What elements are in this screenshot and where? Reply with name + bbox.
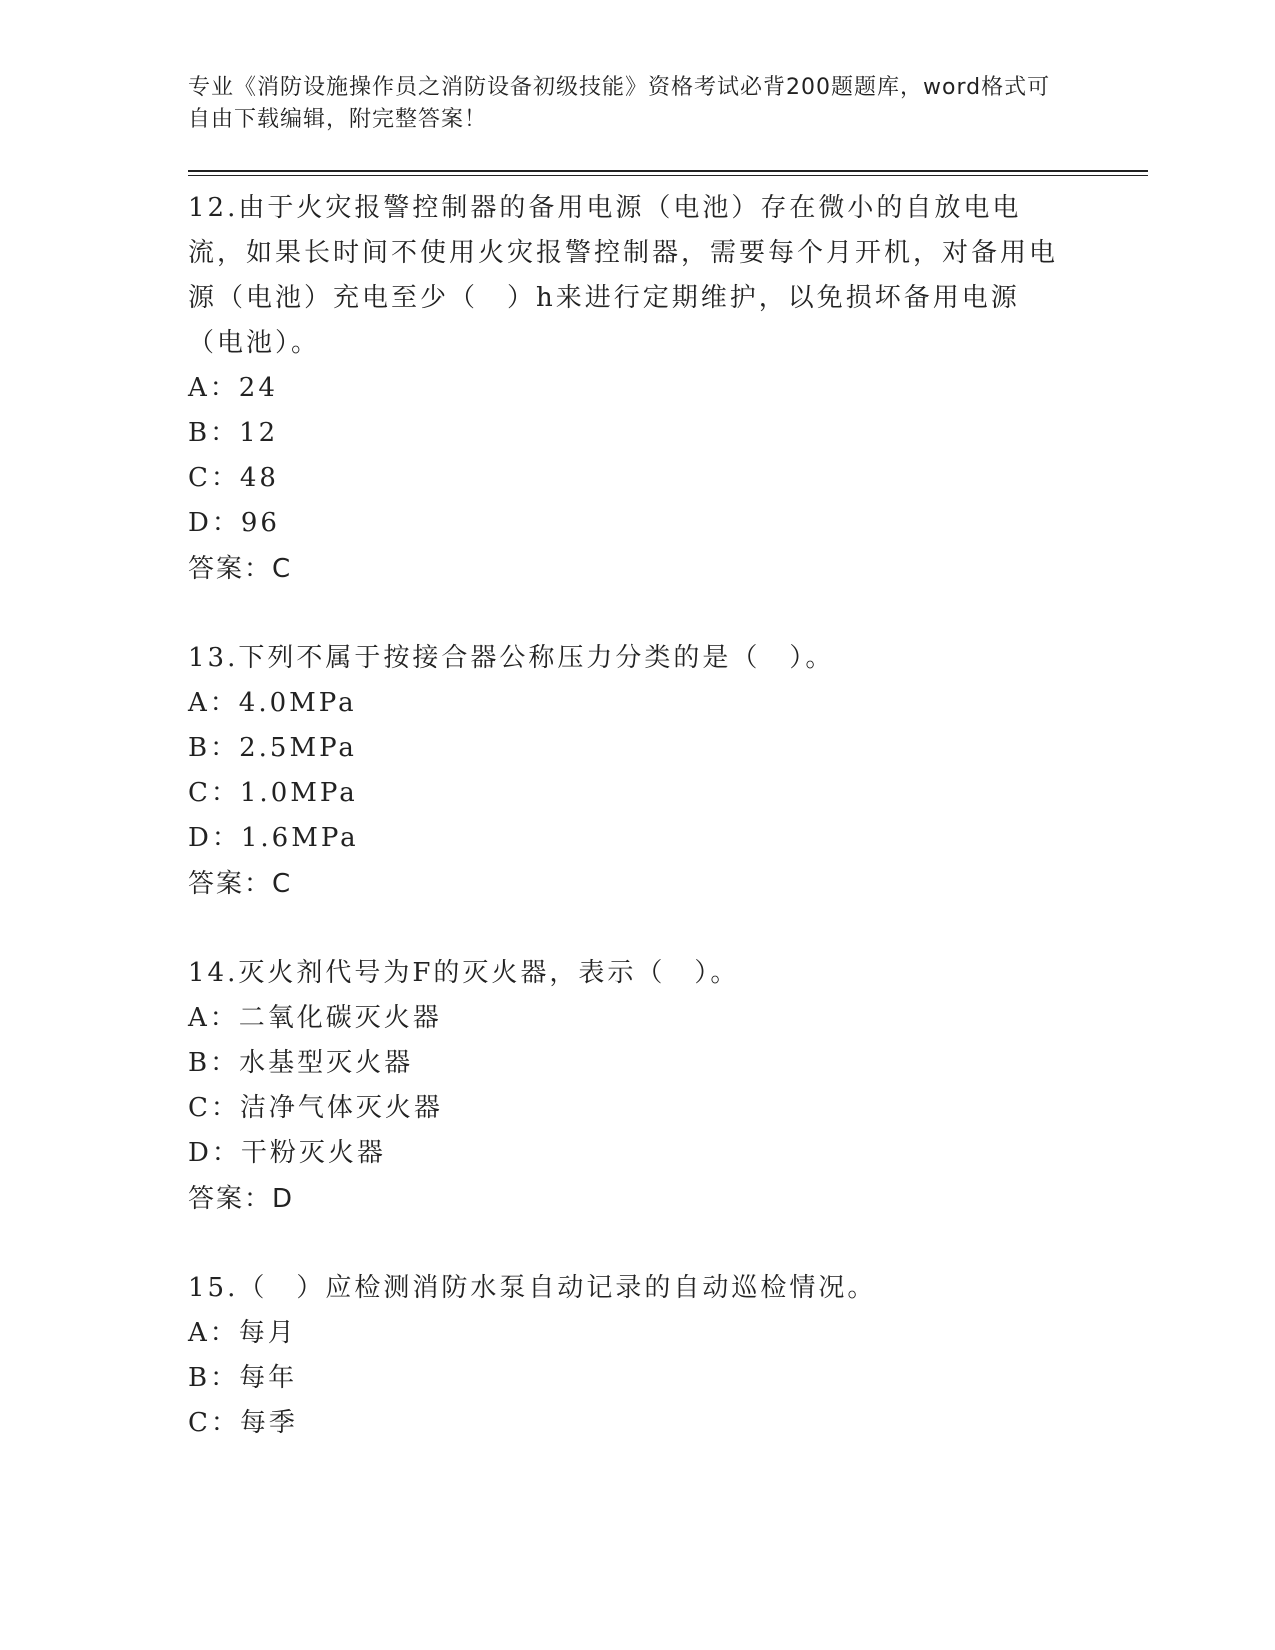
option-d: D：干粉灭火器 xyxy=(188,1138,386,1168)
header-divider xyxy=(188,170,1148,176)
option-b: B：每年 xyxy=(188,1363,298,1393)
document-page xyxy=(188,72,1148,1446)
question-spacer xyxy=(188,1222,1148,1266)
option-b: B：12 xyxy=(188,418,279,448)
question-stem: 12.由于火灾报警控制器的备用电源（电池）存在微小的自放电电流，如果长时间不使用火灾报警控制器，需要每个月开机，对备用电源（电池）充电至少（ ）h来进行定期维护，以免损坏备用电源（电池）。 xyxy=(188,193,1059,358)
option-a: A：每月 xyxy=(188,1318,297,1348)
option-d: D：96 xyxy=(188,508,280,538)
option-d: D：1.6MPa xyxy=(188,823,359,853)
option-b: B：水基型灭火器 xyxy=(188,1048,414,1078)
answer: 答案：C xyxy=(188,554,293,584)
answer: 答案：C xyxy=(188,869,293,899)
question-12 xyxy=(188,186,1148,592)
question-stem: 13.下列不属于按接合器公称压力分类的是（ ）。 xyxy=(188,643,835,673)
option-a: A：4.0MPa xyxy=(188,688,357,718)
option-c: C：48 xyxy=(188,463,279,493)
question-15 xyxy=(188,1266,1148,1446)
question-spacer xyxy=(188,592,1148,636)
answer: 答案：D xyxy=(188,1184,295,1214)
document-header: 专业《消防设施操作员之消防设备初级技能》资格考试必背200题题库，word格式可自由下载编辑，附完整答案！ xyxy=(188,75,1051,132)
option-c: C：1.0MPa xyxy=(188,778,358,808)
option-a: A：二氧化碳灭火器 xyxy=(188,1003,442,1033)
question-stem: 14.灭火剂代号为F的灭火器，表示（ ）。 xyxy=(188,958,740,988)
option-c: C：每季 xyxy=(188,1408,298,1438)
option-c: C：洁净气体灭火器 xyxy=(188,1093,443,1123)
question-14 xyxy=(188,951,1148,1222)
option-a: A：24 xyxy=(188,373,278,403)
question-spacer xyxy=(188,907,1148,951)
option-b: B：2.5MPa xyxy=(188,733,357,763)
question-13 xyxy=(188,636,1148,907)
question-stem: 15.（ ）应检测消防水泵自动记录的自动巡检情况。 xyxy=(188,1273,877,1303)
